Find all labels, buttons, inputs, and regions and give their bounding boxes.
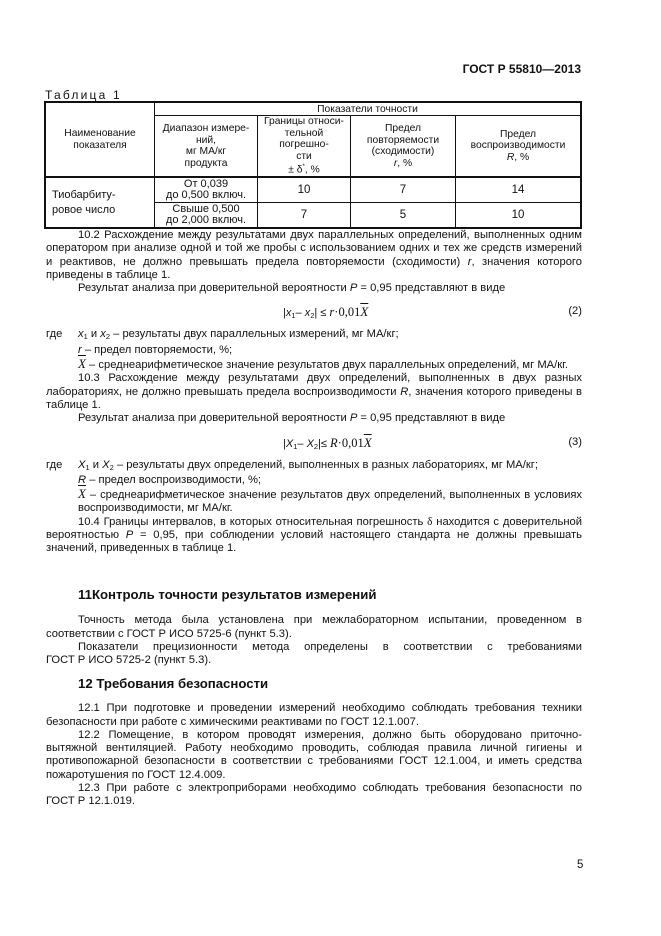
page-number: 5: [577, 859, 584, 871]
paragraph-result-2: Результат анализа при доверительной вероятности P = 0,95 представляют в виде: [78, 282, 506, 295]
cell-relative-error: 10: [258, 177, 351, 203]
paragraph-result-3: Результат анализа при доверительной вероятности P = 0,95 представляют в виде: [78, 412, 506, 425]
document-code: ГОСТ Р 55810—2013: [462, 62, 581, 76]
cell-repeatability: 7: [351, 177, 456, 203]
paragraph-11-1: Точность метода была установлена при межлабораторном испытании, проведенном в соответствии с ГОСТ Р ИСО 5725-6 (пункт 5.3).: [46, 614, 582, 640]
header-relative-error: Границы относи- тельной погрешно- сти ± δ*, %: [258, 116, 351, 178]
where-item: $X_1$ и $X_2$ – результаты двух определений, выполненных в разных лабораториях, мг МА/кг;: [78, 458, 538, 472]
table-caption: Таблица 1: [45, 88, 122, 102]
formula-3-number: (3): [568, 435, 582, 448]
header-reproducibility: Предел воспроизводимости R, %: [456, 116, 582, 178]
paragraph-12-2: 12.2 Помещение, в котором проводят измерения, должно быть оборудовано приточно-вытяжной вентиляцией. Работу необходимо проводить, соблюдая правила личной гигиены и противопожарной безопасности в соответствии с требованиями ГОСТ 12.1.004, и иметь средства пожаротушения по ГОСТ 12.4.009.: [46, 728, 582, 781]
paragraph-11-2-line1: Показатели прецизионности метода определены в соответствии с требованиями: [78, 640, 582, 653]
paragraph-10-3: 10.3 Расхождение между результатами двух определений, выполненных в двух разных лабораториях, не должно превышать предела воспроизводимости R, значения которого приведены в таблице 1.: [46, 372, 582, 411]
cell-relative-error: 7: [258, 203, 351, 229]
cell-range: Свыше 0,500 до 2,000 включ.: [155, 203, 258, 229]
where-list-3: где $X_1$ и $X_2$ – результаты двух определений, выполненных в разных лабораториях, мг МА/кг; R – предел воспроизводимости, %; $\overline{X}$ – среднеарифметическое значение результатов двух определений, выполненных в условиях воспроизводимости, мг МА/кг.: [46, 458, 582, 515]
paragraph-10-2: 10.2 Расхождение между результатами двух параллельных определений, выполненных одним оператором при анализе одной и той же пробы с использованием одних и тех же средств измерений и реактивов, не должно превышать предела повторяемости (сходимости) r, значения которого приведены в таблице 1.: [46, 229, 582, 281]
table-row: [45, 177, 581, 203]
section-12: [46, 677, 582, 809]
section-12-title: 12 Требования безопасности: [78, 676, 269, 691]
where-list-2: где $x_1$ и $x_2$ – результаты двух параллельных измерений, мг МА/кг; r – предел повторяемости, %; $\overline{X}$ – среднеарифметическое значение результатов двух параллельных определений, мг МА/кг.: [46, 328, 582, 372]
section-11-title: 11Контроль точности результатов измерений: [78, 587, 377, 602]
formula-3-expression: $|X_1-$ $X_2|\le R\cdot 0,01\overline{X}$: [283, 434, 372, 451]
where-item: R – предел воспроизводимости, %;: [78, 473, 262, 486]
where-item: $x_1$ и $x_2$ – результаты двух параллельных измерений, мг МА/кг;: [78, 328, 399, 342]
accuracy-table: [44, 101, 582, 229]
where-item: $\overline{X}$ – среднеарифметическое значение результатов двух определений, выполненных в условиях воспроизводимости, мг МА/кг.: [78, 486, 582, 515]
row-indicator-name: Тиобарбиту- ровое число: [45, 177, 155, 228]
header-repeatability: Предел повторяемости (сходимости) r, %: [351, 116, 456, 178]
where-item: $\overline{X}$ – среднеарифметическое значение результатов двух параллельных определений, мг МА/кг.: [78, 356, 568, 372]
section-11: [46, 588, 582, 667]
paragraph-12-3: 12.3 При работе с электроприборами необходимо соблюдать требования безопасности по ГОСТ Р 12.1.019.: [46, 782, 582, 808]
cell-reproducibility: 14: [456, 177, 582, 203]
paragraph-11-2-line2: ГОСТ Р ИСО 5725-2 (пункт 5.3).: [46, 654, 212, 667]
formula-3: [46, 436, 582, 458]
formula-2-expression: $|x_1-$ $x_2| \le r\cdot 0,01\overline{X}$: [283, 304, 369, 321]
formula-2-number: (2): [568, 305, 582, 318]
formula-2: [46, 305, 582, 327]
header-indicator-name: Наименование показателя: [45, 102, 155, 177]
cell-reproducibility: 10: [456, 203, 582, 229]
where-item: r – предел повторяемости, %;: [78, 343, 233, 356]
cell-range: От 0,039 до 0,500 включ.: [155, 177, 258, 203]
header-range: Диапазон измере- ний, мг МА/кг продукта: [155, 116, 258, 178]
cell-repeatability: 5: [351, 203, 456, 229]
header-accuracy-group: Показатели точности: [155, 102, 582, 116]
paragraph-12-1: 12.1 При подготовке и проведении измерений необходимо соблюдать требования техники безопасности при работе с химическими реактивами по ГОСТ 12.1.007.: [46, 702, 582, 728]
section-10-2: [46, 229, 582, 556]
paragraph-10-4: 10.4 Границы интервалов, в которых относительная погрешность δ находится с доверительной вероятностью P = 0,95, при соблюдении условий настоящего стандарта не должны превышать значений, приведенных в таблице 1.: [46, 515, 582, 555]
